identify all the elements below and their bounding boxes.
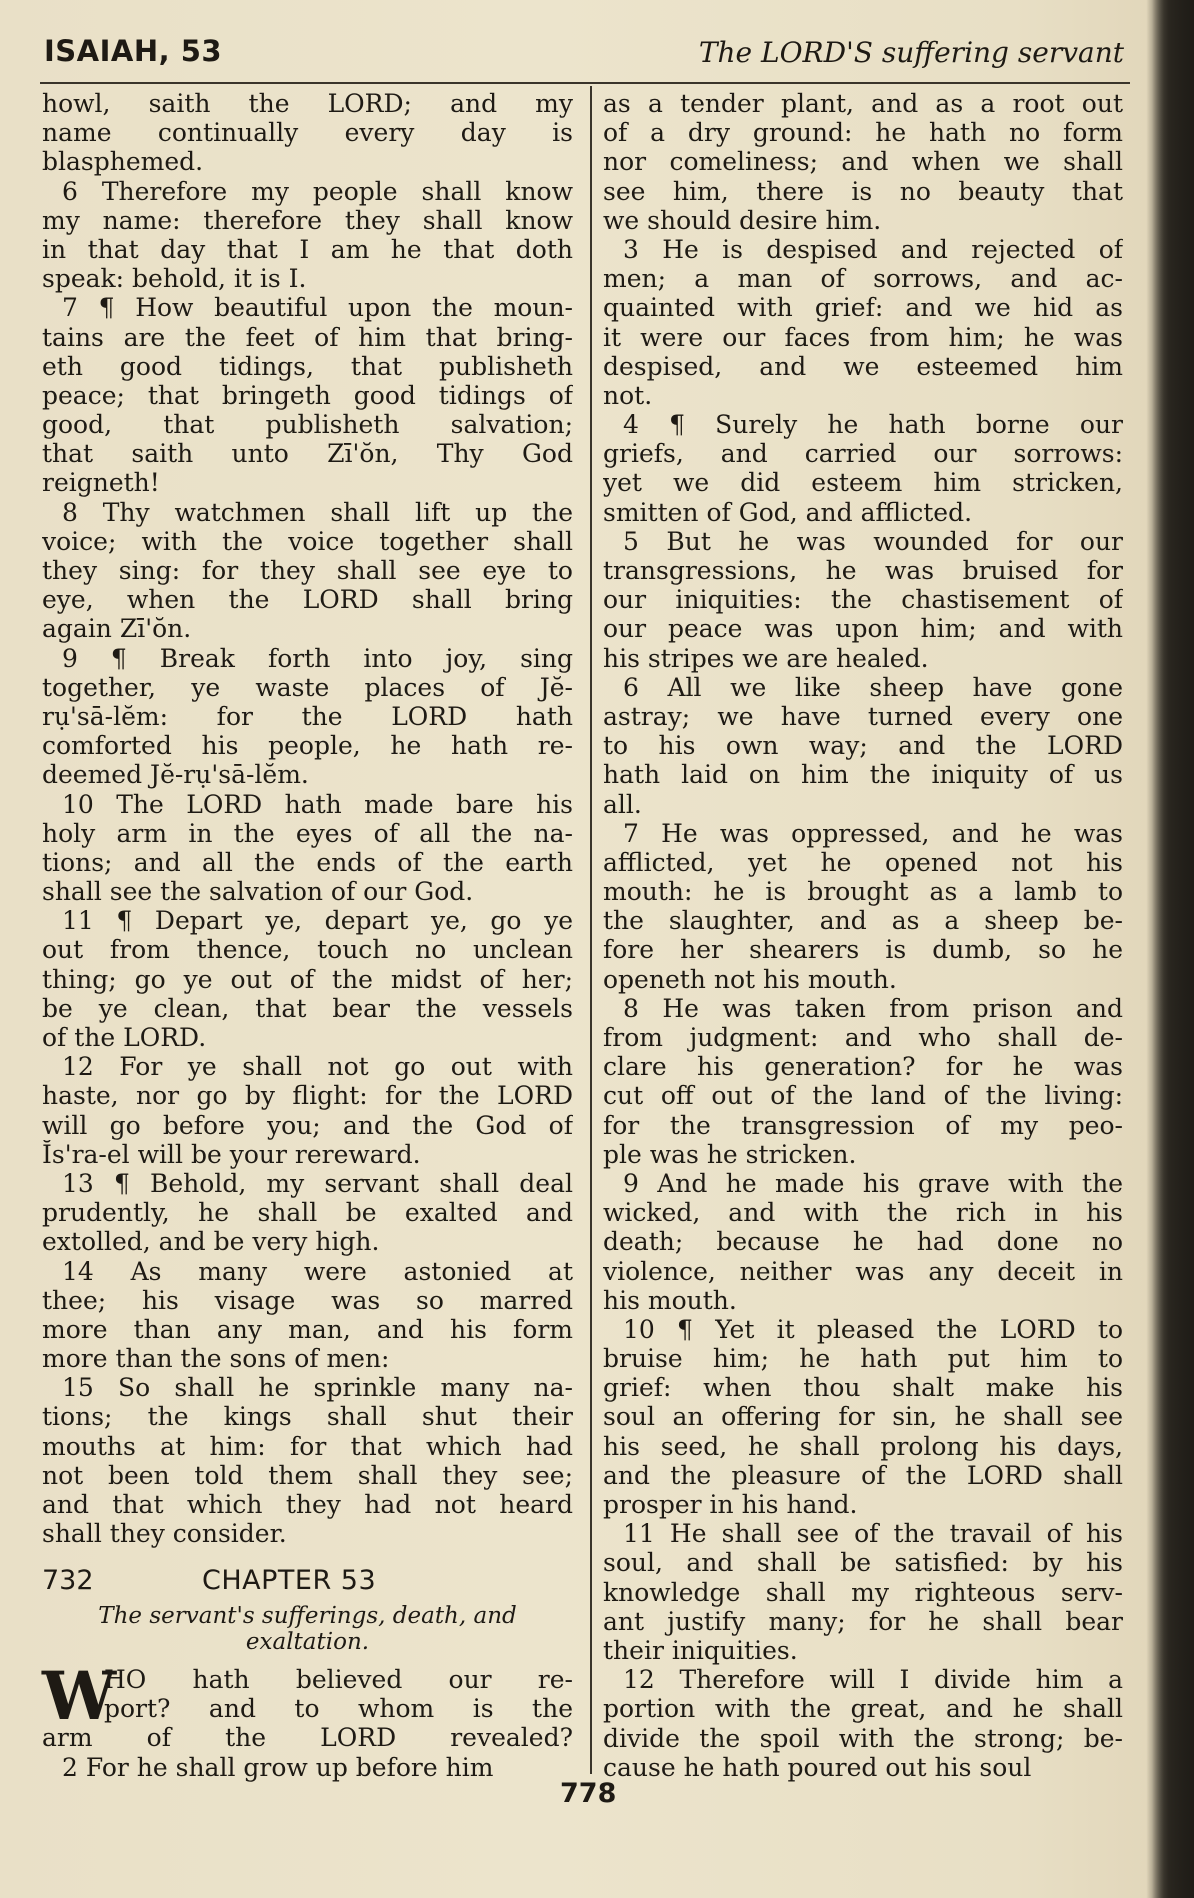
verse-line: name continually every day is [42,118,573,148]
verse-line: Ĭs'ra-el will be your rereward. [42,1139,421,1169]
verse-line: and the pleasure of the LORD shall [603,1460,1123,1490]
verse-line: fore her shearers is dumb, so he [603,935,1123,965]
verse-line: be ye clean, that bear the vessels [42,993,573,1023]
verse-line: we should desire him. [603,205,882,235]
verse-line: 15 So shall he sprinkle many na- [62,1373,573,1403]
verse-line: their iniquities. [603,1635,798,1665]
verse-line: eth good tidings, that publisheth [42,351,573,381]
verse-line: for the transgression of my peo- [603,1110,1123,1140]
verse-line: tions; and all the ends of the earth [42,847,573,877]
verse-line: more than any man, and his form [42,1314,573,1344]
verse-line: quainted with grief: and we hid as [603,293,1123,323]
topic-heading: The LORD'S suffering servant [698,36,1124,69]
verse-line: not been told them shall they see; [42,1460,573,1490]
verse-line: will go before you; and the God of [42,1110,573,1140]
verse-line: in that day that I am he that doth [42,234,573,264]
verse-line: shall they consider. [42,1519,287,1549]
verse-line: to his own way; and the LORD [603,731,1123,761]
left-column [42,89,573,1548]
verse-line: eye, when the LORD shall bring [42,585,573,615]
verse-line: speak: behold, it is I. [42,264,307,294]
verse-line: death; because he had done no [603,1227,1123,1257]
binding-shadow [1152,0,1194,1898]
verse-line: more than the sons of men: [42,1344,390,1374]
verse-line: 9 And he made his grave with the [623,1168,1123,1198]
verse-line: hath laid on him the iniquity of us [603,760,1123,790]
verse-line: that saith unto Zī'ŏn, Thy God [42,439,573,469]
verse-line: it were our faces from him; he was [603,322,1123,352]
verse-line: my name: therefore they shall know [42,205,573,235]
verse-line: HO hath believed our re- [104,1665,573,1694]
chapter-heading-block [42,1565,573,1655]
verse-line: prosper in his hand. [603,1490,858,1519]
verse-line: 5 But he was wounded for our [623,526,1123,556]
verse-line: howl, saith the LORD; and my [42,89,573,118]
right-column [603,89,1123,1782]
verse-line: portion with the great, and he shall [603,1694,1123,1724]
verse-line: reigneth! [42,468,160,498]
verse-line: men; a man of sorrows, and ac- [603,264,1123,294]
verse-line: tains are the feet of him that bring- [42,322,573,352]
verse-line: wicked, and with the rich in his [603,1198,1123,1228]
verse-line: 12 Therefore will I divide him a [623,1665,1123,1695]
verse-line: haste, nor go by flight: for the LORD [42,1081,573,1111]
verse-line: yet we did esteem him stricken, [603,468,1123,498]
verse-line: rụ'sā-lĕm: for the LORD hath [42,701,573,731]
verse-line: as a tender plant, and as a root out [603,89,1123,118]
verse-line: extolled, and be very high. [42,1227,380,1257]
verse-line: all. [603,789,642,819]
verse-line: violence, neither was any deceit in [603,1256,1123,1286]
verse-line: tions; the kings shall shut their [42,1402,573,1432]
verse-line: griefs, and carried our sorrows: [603,439,1123,469]
verse-line: deemed Jĕ-rụ'sā-lĕm. [42,760,309,790]
verse-line: bruise him; he hath put him to [603,1344,1123,1374]
verse-line: from judgment: and who shall de- [603,1023,1123,1052]
verse-line: prudently, he shall be exalted and [42,1198,573,1228]
verse-line: mouths at him: for that which had [42,1431,573,1461]
verse-line: 3 He is despised and rejected of [623,234,1123,264]
verse-line: soul, and shall be satisfied: by his [603,1548,1123,1578]
verse-line: openeth not his mouth. [603,964,897,994]
verse-line: ple was he stricken. [603,1139,857,1169]
verse-line: divide the spoil with the strong; be- [603,1723,1123,1753]
verse-line: comforted his people, he hath re- [42,731,573,761]
verse-line: shall see the salvation of our God. [42,877,474,907]
verse-line: port? and to whom is the [104,1694,573,1724]
verse-line: the slaughter, and as a sheep be- [603,906,1123,936]
verse-line: 8 He was taken from prison and [623,993,1123,1023]
verse-line: cause he hath poured out his soul [603,1752,1032,1782]
verse-line: again Zī'ŏn. [42,614,192,644]
verse-line: 6 Therefore my people shall know [62,176,573,206]
verse-line: blasphemed. [42,147,204,177]
verse-line: our iniquities: the chastisement of [603,585,1123,615]
verse-line: his mouth. [603,1285,737,1315]
verse-line: they sing: for they shall see eye to [42,556,573,585]
verse-line: holy arm in the eyes of all the na- [42,818,573,848]
verse-line: 7 He was oppressed, and he was [623,818,1123,848]
drop-cap: W [42,1657,117,1735]
verse-line: his seed, he shall prolong his days, [603,1431,1123,1461]
column-divider [590,86,592,1774]
verse-line: ant justify many; for he shall bear [603,1606,1123,1636]
chapter-title: CHAPTER 53 [202,1565,377,1596]
verse-line: mouth: he is brought as a lamb to [603,877,1123,907]
verse-line: 10 ¶ Yet it pleased the LORD to [623,1314,1123,1344]
chapter-opening-paragraph [42,1657,573,1782]
verse-line: voice; with the voice together shall [42,526,573,556]
verse-line: clare his generation? for he was [603,1052,1123,1082]
running-head [44,34,1124,82]
verse-line: arm of the LORD revealed? [42,1723,573,1753]
verse-line: transgressions, he was bruised for [603,556,1123,585]
verse-line: knowledge shall my righteous serv- [603,1577,1123,1607]
verse-line: out from thence, touch no unclean [42,935,573,965]
chapter-summary-line: The servant's sufferings, death, and [98,1603,517,1629]
verse-line: peace; that bringeth good tidings of [42,380,573,410]
verse-line: 13 ¶ Behold, my servant shall deal [62,1168,573,1198]
verse-line: 11 ¶ Depart ye, depart ye, go ye [62,906,573,936]
verse-line: his stripes we are healed. [603,643,929,673]
verse-line: 14 As many were astonied at [62,1256,573,1286]
verse-line: smitten of God, and afflicted. [603,497,973,527]
verse-line: afflicted, yet he opened not his [603,847,1123,877]
verse-line: 6 All we like sheep have gone [623,672,1123,702]
verse-line: cut off out of the land of the living: [603,1081,1123,1111]
verse-line: not. [603,380,653,410]
verse-line: nor comeliness; and when we shall [603,147,1123,177]
verse-line: grief: when thou shalt make his [603,1373,1123,1403]
verse-line: thee; his visage was so marred [42,1285,573,1315]
verse-line: 2 For he shall grow up before him [62,1752,494,1782]
verse-line: 7 ¶ How beautiful upon the moun- [62,293,573,323]
verse-line: of a dry ground: he hath no form [603,118,1123,148]
verse-line: despised, and we esteemed him [603,351,1123,381]
header-rule [40,82,1130,84]
verse-line: 10 The LORD hath made bare his [62,789,573,819]
verse-line: see him, there is no beauty that [603,176,1123,206]
verse-line: 9 ¶ Break forth into joy, sing [62,643,573,673]
verse-line: soul an offering for sin, he shall see [603,1402,1123,1432]
verse-line: 11 He shall see of the travail of his [623,1519,1123,1549]
verse-line: thing; go ye out of the midst of her; [42,964,573,994]
verse-line: 12 For ye shall not go out with [62,1052,573,1082]
chapter-summary-line: exaltation. [245,1629,370,1655]
verse-line: good, that publisheth salvation; [42,410,573,440]
verse-line: of the LORD. [42,1023,207,1052]
verse-line: 4 ¶ Surely he hath borne our [623,410,1123,440]
verse-line: together, ye waste places of Jĕ- [42,672,573,702]
verse-line: 8 Thy watchmen shall lift up the [62,497,573,527]
book-chapter-heading: ISAIAH, 53 [44,34,223,68]
chapter-year: 732 [42,1565,94,1596]
verse-line: astray; we have turned every one [603,701,1123,731]
verse-line: our peace was upon him; and with [603,614,1123,644]
verse-line: and that which they had not heard [42,1490,573,1519]
page-number: 778 [560,1778,617,1809]
chapter-summary [42,1603,573,1655]
